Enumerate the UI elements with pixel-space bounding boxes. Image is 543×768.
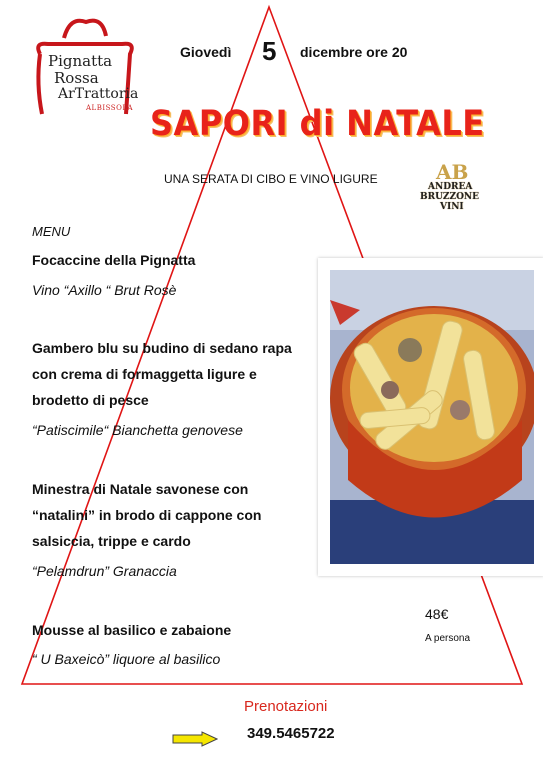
sponsor-monogram: AB	[436, 160, 469, 184]
sponsor-line-bruzzone: BRUZZONE	[420, 192, 480, 202]
soup-bowl-photo	[318, 258, 543, 576]
dish-focaccine: Focaccine della Pignatta	[32, 252, 196, 268]
wine-patiscimile: “Patiscimile“ Bianchetta genovese	[32, 422, 243, 438]
logo-line-albissola: ALBISSOLA	[86, 104, 134, 112]
dish-minestra-line2: “natalini” in brodo di cappone con	[32, 507, 262, 523]
booking-phone[interactable]: 349.5465722	[247, 725, 335, 742]
event-weekday: Giovedì	[180, 44, 232, 60]
event-title: SAPORI di NATALE	[150, 102, 485, 144]
booking-label: Prenotazioni	[244, 698, 328, 715]
andrea-bruzzone-vini-logo	[418, 160, 492, 216]
dish-gambero-line1: Gambero blu su budino di sedano rapa	[32, 340, 292, 356]
logo-line-rossa: Rossa	[54, 69, 99, 87]
soup-bowl-image	[330, 270, 534, 564]
event-date	[0, 36, 543, 66]
price-amount: 48€	[425, 606, 449, 622]
dish-gambero-line2: con crema di formaggetta ligure e	[32, 366, 257, 382]
dish-gambero-line3: brodetto di pesce	[32, 392, 149, 408]
dish-mousse: Mousse al basilico e zabaione	[32, 622, 232, 638]
logo-line-artrattoria: ArTrattoria	[58, 86, 139, 102]
event-month-time: dicembre ore 20	[300, 44, 408, 60]
price-per-person: A persona	[425, 633, 471, 644]
wine-pelamdrun: “Pelamdrun” Granaccia	[32, 563, 177, 579]
dish-minestra-line3: salsiccia, trippe e cardo	[32, 533, 191, 549]
sponsor-line-vini: VINI	[440, 202, 464, 212]
dish-minestra-line1: Minestra di Natale savonese con	[32, 481, 249, 497]
menu-heading: MENU	[32, 224, 71, 239]
wine-axillo: Vino “Axillo “ Brut Rosè	[32, 282, 177, 298]
pignatta-rossa-logo	[26, 14, 144, 124]
right-arrow-icon	[172, 731, 218, 747]
sponsor-line-andrea: ANDREA	[428, 182, 473, 192]
liqueur-baxeico: “ U Baxeicò” liquore al basilico	[32, 651, 221, 667]
event-subtitle: UNA SERATA DI CIBO E VINO LIGURE	[164, 172, 378, 186]
event-day: 5	[262, 36, 277, 66]
logo-line-pignatta: Pignatta	[48, 52, 113, 70]
